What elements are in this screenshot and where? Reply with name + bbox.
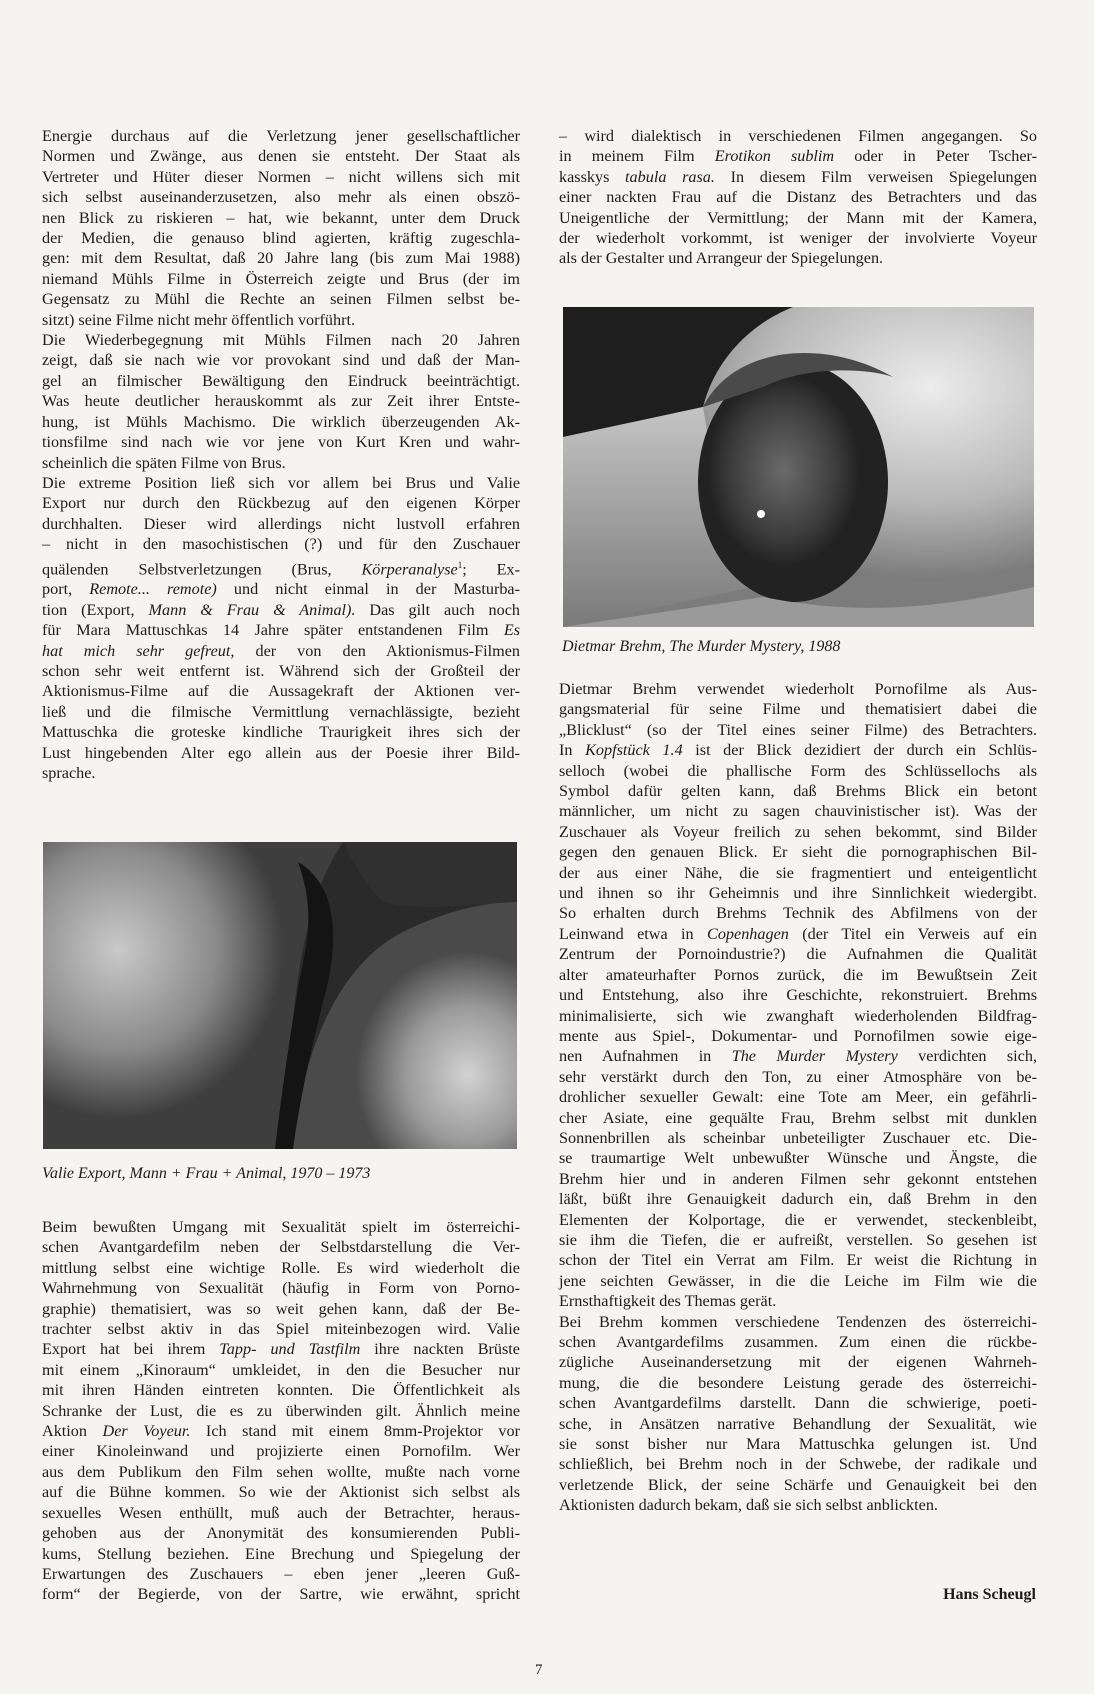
paragraph-right-1: – wird dialektisch in verschiedenen Filmen angegangen. So in meinem Film Erotikon sublim oder in Peter Tscher- kasskys tabula rasa. In diesem Film verweisen Spiegelungen einer nackten Frau auf die Distanz des Betrachters und das Uneigentliche der Vermittlung; der Mann mit der Kamera, der wiederholt vorkommt, ist weniger der involvierte Voyeur als der Gestalter und Arrangeur der Spiegelungen. — [559, 127, 1037, 268]
page-number: 7 — [535, 1662, 543, 1678]
paragraph-left-1: Energie durchaus auf die Verletzung jener gesellschaftlicher Normen und Zwänge, aus denen sie entsteht. Der Staat als Vertreter und Hüter dieser Normen – nicht willens sich mit sich selbst auseinanderzusetzen, also mehr als einen obszö- nen Blick zu riskieren – hat, wie bekannt, unter dem Druck der Medien, die genauso blind agierten, kräftig zugeschla- gen: mit dem Resultat, daß 20 Jahre lang (bis zum Mai 1988) niemand Mühls Filme in Österreich zeigte und Brus (der im Gegensatz zu Mühl die Rechte an seinen Filmen selbst be- sitzt) seine Filme nicht mehr öffentlich vorführt. — [42, 127, 520, 329]
right-column-top — [559, 126, 1037, 269]
caption-dietmar-brehm: Dietmar Brehm, The Murder Mystery, 1988 — [562, 638, 841, 655]
paragraph-right-3: Bei Brehm kommen verschiedene Tendenzen des österreichi- schen Avantgardefilms zusammen. Zum einen die rückbe- zügliche Auseinandersetzung mit der eigenen Wahrneh- mung, die die besondere Leistung gerade des österreichi- schen Avantgardefilms darstellt. Dann die schwierige, poeti- sche, in Ansätzen narrative Behandlung der Sexualität, wie sie sonst bisher nur Mara Mattuschka gelungen ist. Und schließlich, bei Brehm noch in der Schwebe, der radikale und verletzende Blick, der seine Schärfe und Genauigkeit bei den Aktionisten dadurch bekam, daß sie sich selbst anblickten. — [559, 1312, 1037, 1515]
left-column-top — [42, 126, 520, 783]
photo-valie-export — [43, 842, 517, 1149]
photo-dietmar-brehm — [563, 307, 1034, 627]
right-column-bottom — [559, 679, 1037, 1516]
photo-dietmar-brehm-image — [563, 307, 1034, 627]
paragraph-right-2: Dietmar Brehm verwendet wiederholt Pornofilme als Aus- gangsmaterial für seine Filme und thematisiert dabei die „Blicklust“ (so der Titel eines seiner Filme) des Betrachters. In Kopfstück 1.4 ist der Blick dezidiert der durch ein Schlüs- selloch (wobei die phallische Form des Schlüssellochs als Symbol dafür gelten kann, daß Brehms Blick ein betont männlicher, um nicht zu sagen chauvinistischer ist). Was der Zuschauer als Voyeur freilich zu sehen bekommt, sind Bilder gegen den genauen Blick. Er sieht die pornographischen Bil- der aus einer Nähe, die sie fragmentiert und enteigentlicht und ihnen so ihr Geheimnis und ihre Sinnlichkeit wiedergibt. So erhalten durch Brehms Technik des Abfilmens von der Leinwand etwa in Copenhagen (der Titel ein Verweis auf ein Zentrum der Pornoindustrie?) die Aufnahmen die Qualität alter amateurhafter Pornos zurück, die im Bewußtsein Zeit und Entstehung, also ihre Geschichte, rekonstruiert. Brehms minimalisierte, sich wie zwanghaft wiederholenden Bildfrag- mente aus Spiel-, Dokumentar- und Pornofilmen sowie eige- nen Aufnahmen in The Murder Mystery verdichten sich, sehr verstärkt durch den Ton, zu einer Atmosphäre von be- drohlicher sexueller Gewalt: eine Tote am Meer, ein gefährli- cher Asiate, eine gequälte Frau, Brehm selbst mit dunklen Sonnenbrillen als scheinbar unbeteiligter Zuschauer etc. Die- se traumartige Welt unbewußter Wünsche und Ängste, die Brehm hier und in anderen Filmen sehr gekonnt entstehen läßt, büßt ihre Genauigkeit dadurch ein, daß Brehm in den Elementen der Kolportage, die er verwendet, steckenbleibt, sie ihm die Tiefen, die er aufreißt, verstellen. So gesehen ist schon der Titel ein Verrat am Film. Er weist die Richtung in jene seichten Gewässer, in die die Leiche im Film wie die Ernsthaftigkeit des Themas gerät. — [559, 680, 1037, 1311]
photo-valie-export-image — [43, 842, 517, 1149]
left-column-bottom — [42, 1217, 520, 1605]
caption-valie-export: Valie Export, Mann + Frau + Animal, 1970 – 1973 — [42, 1165, 371, 1182]
paragraph-left-4: Beim bewußten Umgang mit Sexualität spielt im österreichi- schen Avantgardefilm neben der Selbstdarstellung die Ver- mittlung selbst eine wichtige Rolle. Es wird wiederholt die Wahrnehmung von Sexualität (häufig in Form von Porno- graphie) thematisiert, was so weit gehen kann, daß der Be- trachter selbst aktiv in das Spiel miteinbezogen wird. Valie Export hat bei ihrem Tapp- und Tastfilm ihre nackten Brüste mit einem „Kinoraum“ umkleidet, in den die Besucher nur mit ihren Händen eintreten konnten. Die Öffentlichkeit als Schranke der Lust, die es zu überwinden gilt. Ähnlich meine Aktion Der Voyeur. Ich stand mit einem 8mm-Projektor vor einer Kinoleinwand und projizierte einen Pornofilm. Wer aus dem Publikum den Film sehen wollte, mußte nach vorne auf die Bühne kommen. So wie der Aktionist sich selbst als sexuelles Wesen enthüllt, muß auch der Betrachter, heraus- gehoben aus der Anonymität des konsumierenden Publi- kums, Stellung beziehen. Eine Brechung und Spiegelung der Erwartungen des Zuschauers – eben jener „leeren Guß- form“ der Begierde, von der Sartre, wie erwähnt, spricht — [42, 1218, 521, 1604]
paragraph-left-3: Die extreme Position ließ sich vor allem bei Brus und Valie Export nur durch den Rückbezug auf den eigenen Körper durchhalten. Dieser wird allerdings nicht lustvoll erfahren – nicht in den masochistischen (?) und für den Zuschauer quälenden Selbstverletzungen (Brus, Körperanalyse$^1$; Ex- port, Remote... remote) und nicht einmal in der Masturba- tion (Export, Mann & Frau & Animal). Das gilt auch noch für Mara Mattuschkas 14 Jahre später entstandenen Film Es hat mich sehr gefreut, der von den Aktionismus-Filmen schon sehr weit entfernt ist. Während sich der Großteil der Aktionismus-Filme auf die Aussagekraft der Aktionen ver- ließ und die filmische Vermittlung vernachlässigte, bezieht Mattuschka die groteske kindliche Traurigkeit ihres sich der Lust hingebenden Alter ego allein aus der Poesie ihrer Bild- sprache. — [42, 473, 521, 782]
paragraph-left-2: Die Wiederbegegnung mit Mühls Filmen nach 20 Jahren zeigt, daß sie nach wie vor provokant sind und daß der Man- gel an filmischer Bewältigung den Eindruck beeinträchtigt. Was heute deutlicher herauskommt als zur Zeit ihrer Entste- hung, ist Mühls Machismo. Die wirklich überzeugenden Ak- tionsfilme sind nach wie vor jene von Kurt Kren und wahr- scheinlich die späten Filme von Brus. — [42, 331, 520, 472]
author-signature: Hans Scheugl — [943, 1586, 1036, 1603]
